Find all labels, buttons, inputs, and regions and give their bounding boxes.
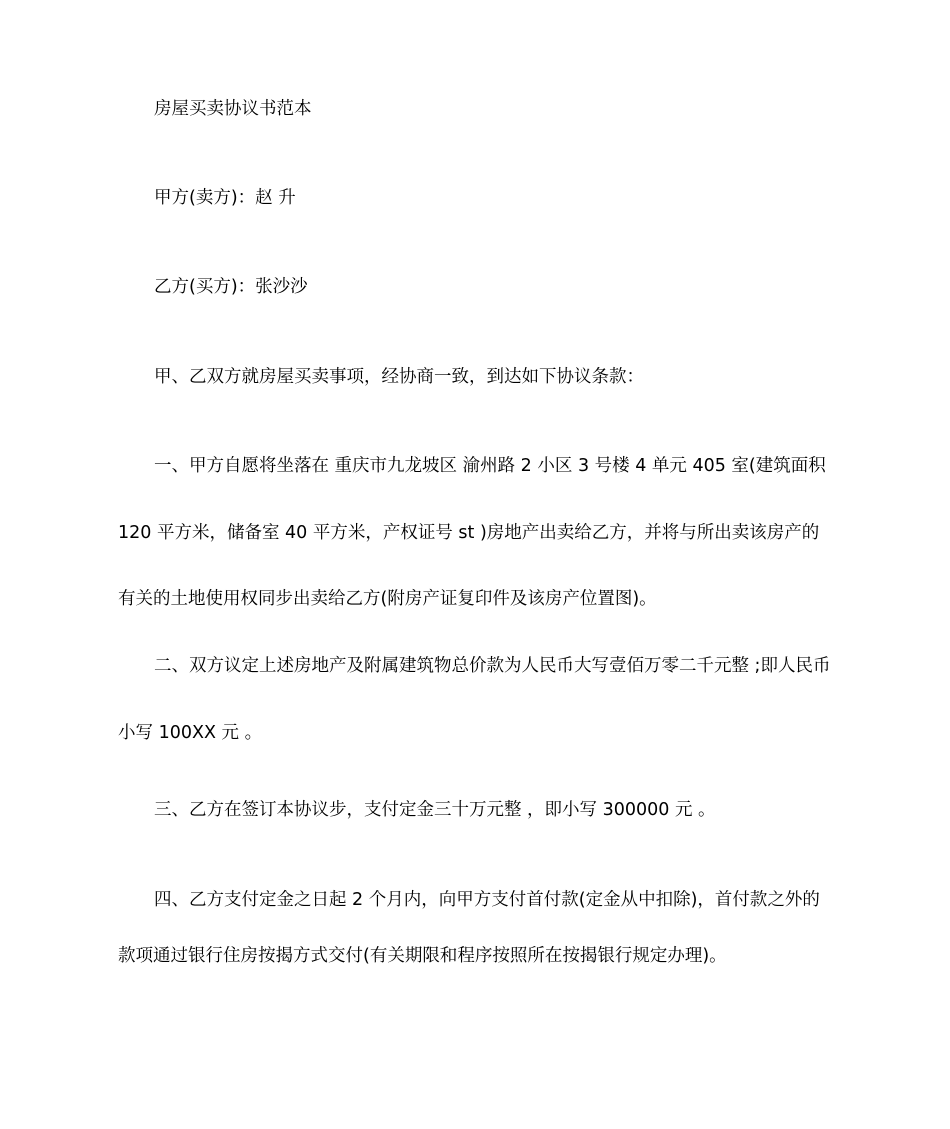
intro-paragraph: 甲、乙双方就房屋买卖事项，经协商一致，到达如下协议条款： <box>154 367 644 387</box>
document-title: 房屋买卖协议书范本 <box>154 99 312 119</box>
party-b-line: 乙方(买方)：张沙沙 <box>154 277 308 297</box>
clause-2-paragraph: 二、双方议定上述房地产及附属建筑物总价款为人民币大写壹佰万零二千元整 ;即人民币小写 100XX 元 。 <box>118 656 831 743</box>
party-a-line: 甲方(卖方)：赵 升 <box>154 188 296 208</box>
clause-1-paragraph: 一、甲方自愿将坐落在 重庆市九龙坡区 渝州路 2 小区 3 号楼 4 单元 405 室(建筑面积 120 平方米，储备室 40 平方米，产权证号 st )房地产出卖给乙方，并将与所出卖该房产的有关的土地使用权同步出卖给乙方(附房产证复印件及该房产位置图)。 <box>118 456 826 609</box>
clause-4-paragraph: 四、乙方支付定金之日起 2 个月内，向甲方支付首付款(定金从中扣除)，首付款之外的款项通过银行住房按揭方式交付(有关期限和程序按照所在按揭银行规定办理)。 <box>118 890 820 966</box>
clause-3-paragraph: 三、乙方在签订本协议步，支付定金三十万元整 ，即小写 300000 元 。 <box>154 800 716 820</box>
